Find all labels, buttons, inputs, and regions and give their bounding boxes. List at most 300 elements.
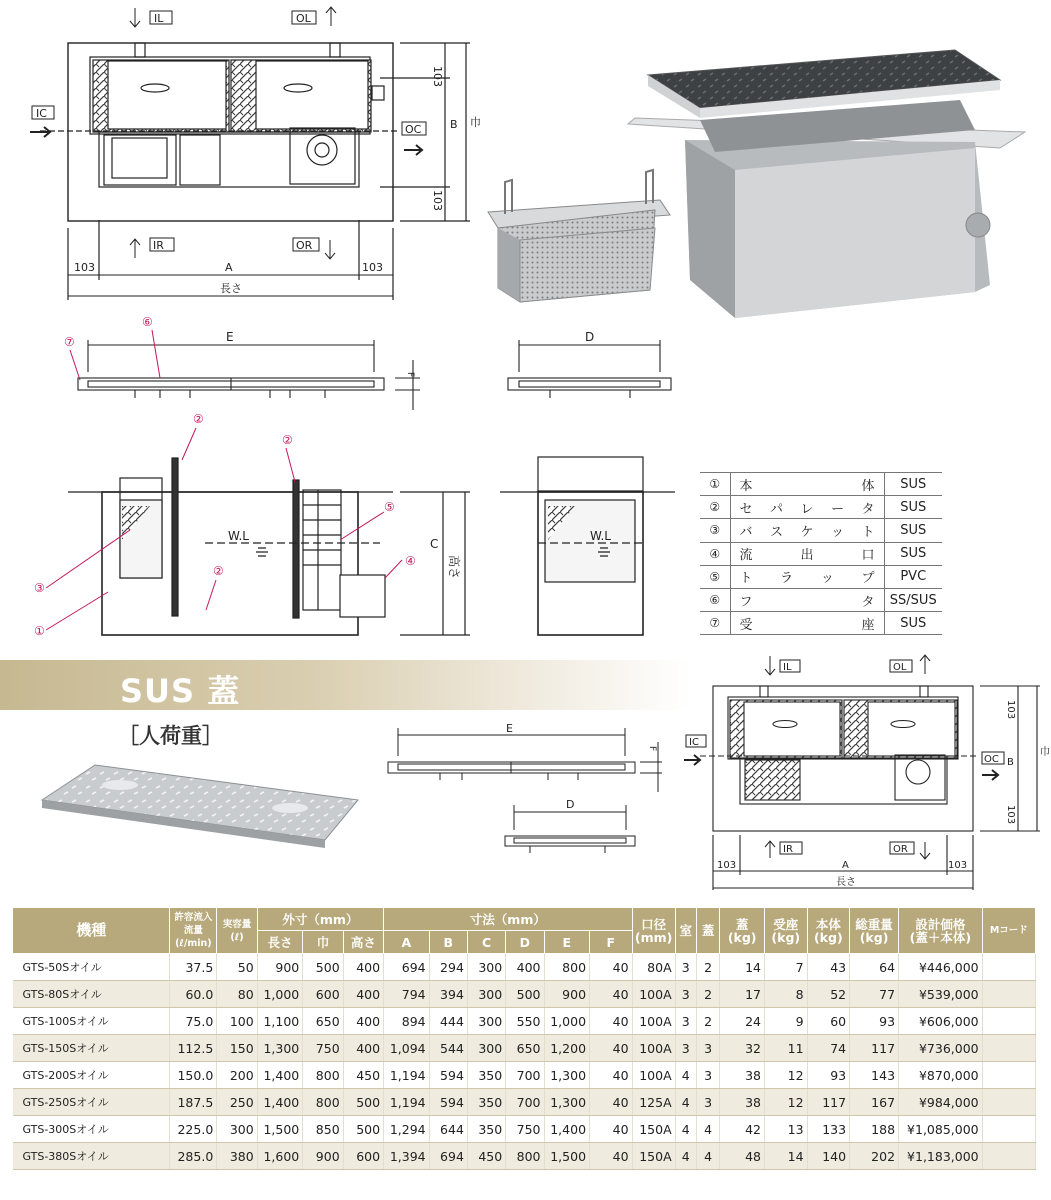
callout-6: ⑥ bbox=[142, 315, 153, 329]
table-row bbox=[13, 1035, 1036, 1062]
cell-len: 1,400 bbox=[257, 1062, 303, 1089]
label-e: E bbox=[226, 330, 234, 344]
legend-name bbox=[730, 588, 884, 611]
table-row bbox=[13, 1143, 1036, 1170]
cell-f: 40 bbox=[590, 1062, 633, 1089]
label-oc-2: OC bbox=[984, 754, 999, 765]
cell-a: 1,194 bbox=[384, 1089, 430, 1116]
th-model: 機種 bbox=[13, 908, 170, 954]
cell-mcode bbox=[982, 954, 1035, 981]
cell-seat: 13 bbox=[765, 1116, 808, 1143]
cell-d: 700 bbox=[506, 1062, 544, 1089]
callout-1: ① bbox=[34, 624, 45, 638]
section-band bbox=[0, 660, 690, 710]
cell-flow: 187.5 bbox=[170, 1089, 217, 1116]
label-ol: OL bbox=[296, 12, 311, 25]
cell-seat: 8 bbox=[765, 981, 808, 1008]
cell-mcode bbox=[982, 1116, 1035, 1143]
cover-labels bbox=[64, 315, 594, 377]
cell-f: 40 bbox=[590, 981, 633, 1008]
cell-price: ¥606,000 bbox=[899, 1008, 983, 1035]
cell-body: 140 bbox=[807, 1143, 850, 1170]
cell-lidw: 38 bbox=[720, 1062, 765, 1089]
legend-material: SS/SUS bbox=[884, 588, 942, 611]
cell-mcode bbox=[982, 1089, 1035, 1116]
section-short bbox=[500, 457, 675, 635]
cell-seat: 11 bbox=[765, 1035, 808, 1062]
callout-5: ⑤ bbox=[384, 500, 395, 514]
cell-body: 93 bbox=[807, 1062, 850, 1089]
cell-c: 300 bbox=[467, 1008, 505, 1035]
legend-name bbox=[730, 519, 884, 542]
th-e: E bbox=[544, 931, 590, 954]
cell-mcode bbox=[982, 981, 1035, 1008]
th-a: A bbox=[384, 931, 430, 954]
cell-flow: 37.5 bbox=[170, 954, 217, 981]
cell-model: GTS-380Sオイル bbox=[13, 1143, 170, 1170]
legend-name-chars: セ パ レ ー タ bbox=[739, 501, 875, 517]
cell-f: 40 bbox=[590, 1116, 633, 1143]
cell-mcode bbox=[982, 1008, 1035, 1035]
plan-view-top bbox=[40, 43, 470, 300]
cell-room: 3 bbox=[675, 1008, 696, 1035]
cell-lid: 4 bbox=[696, 1116, 719, 1143]
cell-total: 188 bbox=[850, 1116, 899, 1143]
th-price: 設計価格 (蓋＋本体) bbox=[899, 908, 983, 954]
cell-f: 40 bbox=[590, 1008, 633, 1035]
cell-hgt: 450 bbox=[343, 1062, 383, 1089]
label-oc: OC bbox=[405, 123, 422, 136]
cell-bore: 125A bbox=[632, 1089, 675, 1116]
th-outer: 外寸（mm） bbox=[257, 908, 383, 931]
th-body-weight: 本体 (kg) bbox=[807, 908, 850, 954]
legend-material: SUS bbox=[884, 473, 942, 496]
cell-lidw: 42 bbox=[720, 1116, 765, 1143]
label-ol-2: OL bbox=[893, 662, 907, 673]
label-d-2: D bbox=[566, 798, 575, 811]
cell-lid: 3 bbox=[696, 1089, 719, 1116]
cell-d: 500 bbox=[506, 981, 544, 1008]
label-wl-2: W.L bbox=[590, 529, 611, 543]
label-or: OR bbox=[296, 239, 313, 252]
label-f-2: F bbox=[647, 746, 657, 752]
legend-num: ⑥ bbox=[700, 588, 730, 611]
cell-cap: 80 bbox=[217, 981, 257, 1008]
cell-total: 167 bbox=[850, 1089, 899, 1116]
th-length: 長さ bbox=[257, 931, 303, 954]
cell-body: 117 bbox=[807, 1089, 850, 1116]
cell-flow: 75.0 bbox=[170, 1008, 217, 1035]
cell-c: 300 bbox=[467, 954, 505, 981]
cell-room: 4 bbox=[675, 1116, 696, 1143]
legend-row bbox=[700, 473, 942, 496]
th-capacity: 実容量 (ℓ) bbox=[217, 908, 257, 954]
cell-len: 1,300 bbox=[257, 1035, 303, 1062]
legend-material: SUS bbox=[884, 496, 942, 519]
legend-name bbox=[730, 542, 884, 565]
cover-elevation-d bbox=[508, 340, 671, 398]
cell-e: 1,500 bbox=[544, 1143, 590, 1170]
cell-c: 350 bbox=[467, 1116, 505, 1143]
cell-bore: 100A bbox=[632, 1008, 675, 1035]
cell-model: GTS-100Sオイル bbox=[13, 1008, 170, 1035]
label-height: 高さ bbox=[447, 555, 461, 580]
cell-bore: 100A bbox=[632, 1062, 675, 1089]
cell-e: 1,300 bbox=[544, 1089, 590, 1116]
dim-103-left: 103 bbox=[74, 261, 95, 274]
cell-lidw: 32 bbox=[720, 1035, 765, 1062]
cell-body: 52 bbox=[807, 981, 850, 1008]
cell-lidw: 38 bbox=[720, 1089, 765, 1116]
table-row bbox=[13, 954, 1036, 981]
legend-name-chars: 本 体 bbox=[739, 478, 875, 494]
callout-3: ③ bbox=[34, 581, 45, 595]
cell-cap: 250 bbox=[217, 1089, 257, 1116]
th-lid-weight: 蓋 (kg) bbox=[720, 908, 765, 954]
callout-7: ⑦ bbox=[64, 335, 75, 349]
cell-wid: 900 bbox=[303, 1143, 343, 1170]
cell-bore: 100A bbox=[632, 1035, 675, 1062]
cell-seat: 14 bbox=[765, 1143, 808, 1170]
th-bore: 口径 (mm) bbox=[632, 908, 675, 954]
cell-e: 1,000 bbox=[544, 1008, 590, 1035]
label-c: C bbox=[430, 537, 439, 551]
cell-price: ¥539,000 bbox=[899, 981, 983, 1008]
legend-material: SUS bbox=[884, 542, 942, 565]
legend-num: ① bbox=[700, 473, 730, 496]
cell-mcode bbox=[982, 1035, 1035, 1062]
legend-name bbox=[730, 496, 884, 519]
cell-room: 4 bbox=[675, 1089, 696, 1116]
table-row bbox=[13, 981, 1036, 1008]
plan-view-bottom bbox=[700, 686, 1040, 890]
legend-name bbox=[730, 473, 884, 496]
cell-d: 750 bbox=[506, 1116, 544, 1143]
legend-num: ⑦ bbox=[700, 612, 730, 635]
dim-width: 巾 bbox=[470, 116, 481, 129]
cell-lidw: 17 bbox=[720, 981, 765, 1008]
legend-row bbox=[700, 519, 942, 542]
cell-price: ¥446,000 bbox=[899, 954, 983, 981]
dim-length: 長さ bbox=[220, 282, 242, 295]
cell-hgt: 400 bbox=[343, 1035, 383, 1062]
dim-width-2: 巾 bbox=[1040, 747, 1050, 758]
legend-material: SUS bbox=[884, 519, 942, 542]
cell-flow: 112.5 bbox=[170, 1035, 217, 1062]
plan-view-bottom-labels bbox=[684, 655, 1050, 888]
cell-c: 450 bbox=[467, 1143, 505, 1170]
cell-lidw: 48 bbox=[720, 1143, 765, 1170]
cell-mcode bbox=[982, 1062, 1035, 1089]
label-wl-1: W.L bbox=[228, 529, 249, 543]
dim-103-top-2: 103 bbox=[1005, 700, 1016, 720]
cell-b: 694 bbox=[429, 1143, 467, 1170]
cell-e: 800 bbox=[544, 954, 590, 981]
cell-price: ¥736,000 bbox=[899, 1035, 983, 1062]
cell-a: 1,094 bbox=[384, 1035, 430, 1062]
cell-d: 700 bbox=[506, 1089, 544, 1116]
cell-hgt: 400 bbox=[343, 1008, 383, 1035]
label-e-2: E bbox=[506, 722, 513, 735]
cell-wid: 800 bbox=[303, 1089, 343, 1116]
legend-num: ⑤ bbox=[700, 565, 730, 588]
cell-len: 1,500 bbox=[257, 1116, 303, 1143]
cell-wid: 500 bbox=[303, 954, 343, 981]
cell-cap: 300 bbox=[217, 1116, 257, 1143]
cell-b: 594 bbox=[429, 1062, 467, 1089]
legend-name-chars: 受 座 bbox=[739, 617, 875, 633]
cell-model: GTS-50Sオイル bbox=[13, 954, 170, 981]
cell-a: 694 bbox=[384, 954, 430, 981]
plan-view-labels bbox=[30, 7, 481, 295]
cell-seat: 7 bbox=[765, 954, 808, 981]
cell-total: 77 bbox=[850, 981, 899, 1008]
cell-e: 1,300 bbox=[544, 1062, 590, 1089]
th-d: D bbox=[506, 931, 544, 954]
cell-a: 1,194 bbox=[384, 1062, 430, 1089]
cell-lid: 2 bbox=[696, 954, 719, 981]
cell-mcode bbox=[982, 1143, 1035, 1170]
cover-elevation-e-2 bbox=[388, 728, 662, 792]
legend-row bbox=[700, 496, 942, 519]
th-height: 高さ bbox=[343, 931, 383, 954]
cell-d: 550 bbox=[506, 1008, 544, 1035]
th-flow: 許容流入流量 (ℓ/min) bbox=[170, 908, 217, 954]
cell-d: 800 bbox=[506, 1143, 544, 1170]
cell-seat: 9 bbox=[765, 1008, 808, 1035]
cell-e: 900 bbox=[544, 981, 590, 1008]
cell-hgt: 400 bbox=[343, 954, 383, 981]
label-ir-2: IR bbox=[783, 844, 793, 855]
dim-103-bottom: 103 bbox=[431, 190, 444, 211]
cell-b: 294 bbox=[429, 954, 467, 981]
legend-name bbox=[730, 565, 884, 588]
cell-len: 1,400 bbox=[257, 1089, 303, 1116]
basket-photo bbox=[488, 170, 670, 302]
cell-e: 1,400 bbox=[544, 1116, 590, 1143]
legend-num: ③ bbox=[700, 519, 730, 542]
cell-d: 400 bbox=[506, 954, 544, 981]
cell-lid: 4 bbox=[696, 1143, 719, 1170]
cell-e: 1,200 bbox=[544, 1035, 590, 1062]
cell-bore: 100A bbox=[632, 981, 675, 1008]
th-lids: 蓋 bbox=[696, 908, 719, 954]
table-row bbox=[13, 1062, 1036, 1089]
legend-material: PVC bbox=[884, 565, 942, 588]
cell-f: 40 bbox=[590, 1035, 633, 1062]
dim-length-2: 長さ bbox=[836, 877, 856, 888]
cell-cap: 150 bbox=[217, 1035, 257, 1062]
cell-b: 394 bbox=[429, 981, 467, 1008]
cell-lid: 3 bbox=[696, 1062, 719, 1089]
cell-total: 64 bbox=[850, 954, 899, 981]
label-f: F bbox=[405, 372, 415, 378]
callout-4: ④ bbox=[405, 554, 416, 568]
cell-price: ¥1,183,000 bbox=[899, 1143, 983, 1170]
legend-num: ② bbox=[700, 496, 730, 519]
cell-a: 1,294 bbox=[384, 1116, 430, 1143]
cell-len: 1,600 bbox=[257, 1143, 303, 1170]
cell-room: 4 bbox=[675, 1062, 696, 1089]
label-ic-2: IC bbox=[689, 737, 699, 748]
cell-lid: 3 bbox=[696, 1035, 719, 1062]
th-c: C bbox=[467, 931, 505, 954]
legend-name-chars: フ タ bbox=[739, 594, 875, 610]
cell-price: ¥870,000 bbox=[899, 1062, 983, 1089]
cell-a: 1,394 bbox=[384, 1143, 430, 1170]
cell-bore: 150A bbox=[632, 1143, 675, 1170]
cell-model: GTS-200Sオイル bbox=[13, 1062, 170, 1089]
cell-body: 74 bbox=[807, 1035, 850, 1062]
cell-wid: 650 bbox=[303, 1008, 343, 1035]
cell-flow: 285.0 bbox=[170, 1143, 217, 1170]
cell-price: ¥1,085,000 bbox=[899, 1116, 983, 1143]
cell-hgt: 500 bbox=[343, 1089, 383, 1116]
cell-room: 3 bbox=[675, 954, 696, 981]
cell-room: 3 bbox=[675, 1035, 696, 1062]
cell-room: 3 bbox=[675, 981, 696, 1008]
cell-model: GTS-300Sオイル bbox=[13, 1116, 170, 1143]
sus-cover-photo bbox=[42, 765, 358, 848]
label-il-2: IL bbox=[783, 662, 792, 673]
cover-elevation-d-2 bbox=[505, 805, 635, 853]
legend-row bbox=[700, 612, 942, 635]
dim-103-top: 103 bbox=[431, 66, 444, 87]
th-seat-weight: 受座 (kg) bbox=[765, 908, 808, 954]
legend-name-chars: 流 出 口 bbox=[739, 548, 875, 564]
cell-wid: 750 bbox=[303, 1035, 343, 1062]
cell-wid: 600 bbox=[303, 981, 343, 1008]
callout-2b: ② bbox=[282, 433, 293, 447]
cell-f: 40 bbox=[590, 1089, 633, 1116]
legend-name bbox=[730, 612, 884, 635]
cell-lid: 2 bbox=[696, 1008, 719, 1035]
cell-len: 1,000 bbox=[257, 981, 303, 1008]
cell-c: 350 bbox=[467, 1089, 505, 1116]
label-il: IL bbox=[154, 12, 164, 25]
table-row bbox=[13, 1008, 1036, 1035]
th-width: 巾 bbox=[303, 931, 343, 954]
cell-len: 900 bbox=[257, 954, 303, 981]
cell-model: GTS-150Sオイル bbox=[13, 1035, 170, 1062]
cell-body: 43 bbox=[807, 954, 850, 981]
cell-price: ¥984,000 bbox=[899, 1089, 983, 1116]
cell-total: 93 bbox=[850, 1008, 899, 1035]
cell-bore: 80A bbox=[632, 954, 675, 981]
cell-c: 300 bbox=[467, 981, 505, 1008]
cell-bore: 150A bbox=[632, 1116, 675, 1143]
legend-name-chars: ト ラ ッ プ bbox=[739, 571, 875, 587]
label-d: D bbox=[585, 330, 595, 344]
cell-f: 40 bbox=[590, 954, 633, 981]
cell-lidw: 24 bbox=[720, 1008, 765, 1035]
dim-b-2: B bbox=[1007, 757, 1014, 768]
cell-hgt: 600 bbox=[343, 1143, 383, 1170]
dim-103-right-2: 103 bbox=[948, 860, 968, 871]
cell-wid: 800 bbox=[303, 1062, 343, 1089]
cell-a: 894 bbox=[384, 1008, 430, 1035]
cover-elevation-e bbox=[78, 340, 420, 410]
cell-c: 300 bbox=[467, 1035, 505, 1062]
legend-row bbox=[700, 588, 942, 611]
cell-cap: 380 bbox=[217, 1143, 257, 1170]
legend-row bbox=[700, 565, 942, 588]
cell-cap: 50 bbox=[217, 954, 257, 981]
cell-cap: 100 bbox=[217, 1008, 257, 1035]
label-ic: IC bbox=[36, 107, 47, 120]
cell-a: 794 bbox=[384, 981, 430, 1008]
cell-hgt: 400 bbox=[343, 981, 383, 1008]
cell-f: 40 bbox=[590, 1143, 633, 1170]
cell-flow: 60.0 bbox=[170, 981, 217, 1008]
dim-103-right: 103 bbox=[362, 261, 383, 274]
dim-a-2: A bbox=[842, 860, 849, 871]
cell-room: 4 bbox=[675, 1143, 696, 1170]
cell-total: 202 bbox=[850, 1143, 899, 1170]
callout-2c: ② bbox=[213, 564, 224, 578]
cell-body: 133 bbox=[807, 1116, 850, 1143]
th-mcode: Mコード bbox=[982, 908, 1035, 954]
cell-c: 350 bbox=[467, 1062, 505, 1089]
section-long bbox=[68, 458, 470, 635]
cell-cap: 200 bbox=[217, 1062, 257, 1089]
th-b: B bbox=[429, 931, 467, 954]
dim-a: A bbox=[225, 261, 233, 274]
th-f: F bbox=[590, 931, 633, 954]
th-total-weight: 総重量 (kg) bbox=[850, 908, 899, 954]
dim-103-bottom-2: 103 bbox=[1005, 805, 1016, 825]
section-subtitle: ［人荷重］ bbox=[118, 724, 223, 748]
cell-flow: 225.0 bbox=[170, 1116, 217, 1143]
cell-wid: 850 bbox=[303, 1116, 343, 1143]
cell-seat: 12 bbox=[765, 1089, 808, 1116]
cell-lidw: 14 bbox=[720, 954, 765, 981]
callout-2a: ② bbox=[193, 412, 204, 426]
cell-seat: 12 bbox=[765, 1062, 808, 1089]
cell-lid: 2 bbox=[696, 981, 719, 1008]
section-title: SUS 蓋 bbox=[120, 672, 241, 710]
legend-name-chars: バ ス ケ ッ ト bbox=[739, 524, 875, 540]
cell-hgt: 500 bbox=[343, 1116, 383, 1143]
tank-photo bbox=[628, 50, 1025, 318]
cell-flow: 150.0 bbox=[170, 1062, 217, 1089]
th-dims: 寸法（mm） bbox=[384, 908, 633, 931]
cell-b: 544 bbox=[429, 1035, 467, 1062]
table-row bbox=[13, 1089, 1036, 1116]
cell-b: 594 bbox=[429, 1089, 467, 1116]
legend-material: SUS bbox=[884, 612, 942, 635]
cell-b: 444 bbox=[429, 1008, 467, 1035]
parts-legend bbox=[700, 472, 942, 635]
cell-d: 650 bbox=[506, 1035, 544, 1062]
dim-103-left-2: 103 bbox=[717, 860, 737, 871]
cell-body: 60 bbox=[807, 1008, 850, 1035]
legend-num: ④ bbox=[700, 542, 730, 565]
legend-row bbox=[700, 542, 942, 565]
cell-model: GTS-80Sオイル bbox=[13, 981, 170, 1008]
table-row bbox=[13, 1116, 1036, 1143]
cell-b: 644 bbox=[429, 1116, 467, 1143]
spec-table bbox=[12, 907, 1036, 1170]
th-rooms: 室 bbox=[675, 908, 696, 954]
cell-model: GTS-250Sオイル bbox=[13, 1089, 170, 1116]
dim-b: B bbox=[450, 118, 458, 131]
cell-total: 143 bbox=[850, 1062, 899, 1089]
cell-total: 117 bbox=[850, 1035, 899, 1062]
cell-len: 1,100 bbox=[257, 1008, 303, 1035]
label-ir: IR bbox=[153, 239, 164, 252]
label-or-2: OR bbox=[893, 844, 908, 855]
